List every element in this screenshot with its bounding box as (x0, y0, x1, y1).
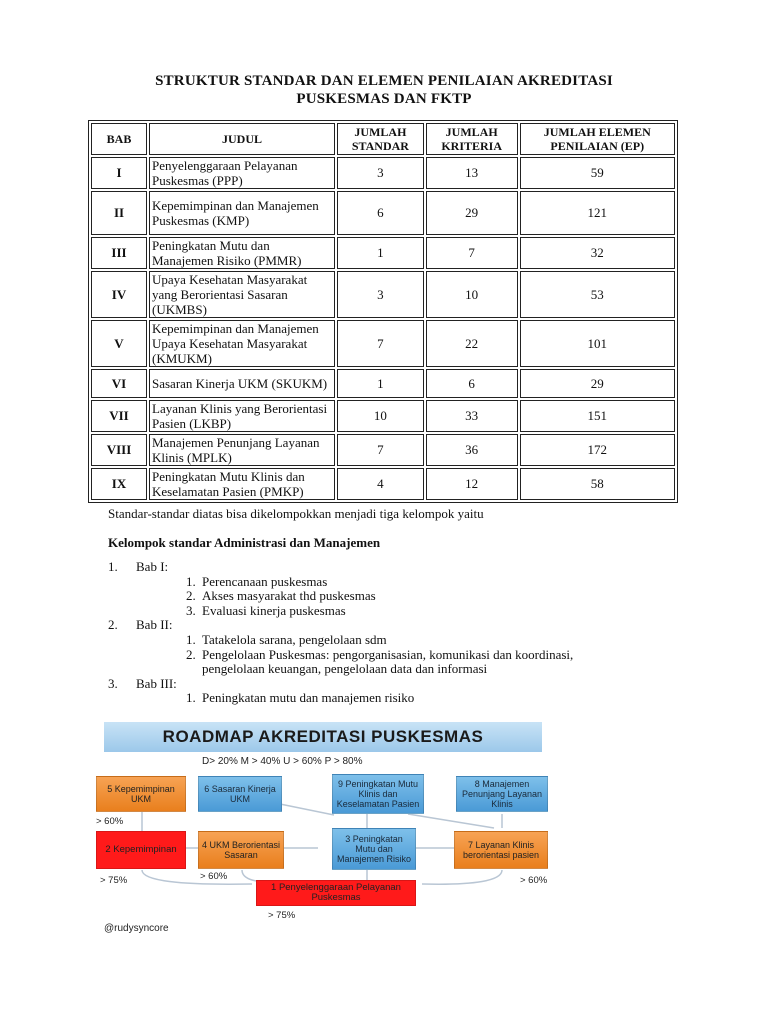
cell-standar: 7 (337, 320, 424, 367)
threshold-label: > 75% (268, 910, 296, 921)
cell-standar: 6 (337, 191, 424, 235)
cell-kriteria: 22 (426, 320, 518, 367)
cell-bab: IX (91, 468, 147, 500)
cell-ep: 151 (520, 400, 675, 432)
sub-list-item: 2. Akses masyarakat thd puskesmas (186, 588, 376, 604)
cell-kriteria: 29 (426, 191, 518, 235)
intro-text: Standar-standar diatas bisa dikelompokkan menjadi tiga kelompok yaitu (108, 506, 484, 521)
cell-judul: Manajemen Penunjang Layanan Klinis (MPLK) (149, 434, 335, 466)
roadmap-banner: ROADMAP AKREDITASI PUSKESMAS (104, 722, 542, 752)
cell-ep: 58 (520, 468, 675, 500)
cell-standar: 3 (337, 271, 424, 318)
cell-judul: Peningkatan Mutu dan Manajemen Risiko (PMMR) (149, 237, 335, 269)
header-standar: JUMLAH STANDAR (337, 123, 424, 155)
cell-standar: 1 (337, 369, 424, 398)
cell-bab: I (91, 157, 147, 189)
author-credit: @rudysyncore (104, 923, 169, 934)
roadmap-box-2: 2 Kepemimpinan (96, 831, 186, 869)
table-header-row (91, 123, 675, 155)
cell-ep: 59 (520, 157, 675, 189)
table-row (91, 191, 675, 235)
cell-judul: Upaya Kesehatan Masyarakat yang Berorientasi Sasaran (UKMBS) (149, 271, 335, 318)
cell-bab: VII (91, 400, 147, 432)
roadmap-box-1: 1 Penyelenggaraan Pelayanan Puskesmas (256, 880, 416, 906)
cell-bab: V (91, 320, 147, 367)
cell-bab: IV (91, 271, 147, 318)
roadmap-box-7: 7 Layanan Klinis berorientasi pasien (454, 831, 548, 869)
table-row (91, 369, 675, 398)
table-row (91, 320, 675, 367)
list-item (108, 677, 628, 706)
document-title (0, 72, 768, 108)
list-item-label: Bab III: (136, 675, 177, 691)
cell-judul: Kepemimpinan dan Manajemen Puskesmas (KMP) (149, 191, 335, 235)
header-ep: JUMLAH ELEMEN PENILAIAN (EP) (520, 123, 675, 155)
table-row (91, 468, 675, 500)
cell-bab: VI (91, 369, 147, 398)
cell-judul: Layanan Klinis yang Berorientasi Pasien (LKBP) (149, 400, 335, 432)
cell-judul: Peningkatan Mutu Klinis dan Keselamatan Pasien (PMKP) (149, 468, 335, 500)
title-line-1: STRUKTUR STANDAR DAN ELEMEN PENILAIAN AKREDITASI (155, 73, 613, 89)
table-row (91, 237, 675, 269)
sub-list-item: 1. Tatakelola sarana, pengelolaan sdm (186, 631, 387, 647)
cell-ep: 121 (520, 191, 675, 235)
roadmap-box-3: 3 Peningkatan Mutu dan Manajemen Risiko (332, 828, 416, 870)
cell-judul: Kepemimpinan dan Manajemen Upaya Kesehatan Masyarakat (KMUKM) (149, 320, 335, 367)
roadmap-box-5: 5 Kepemimpinan UKM (96, 776, 186, 812)
cell-kriteria: 10 (426, 271, 518, 318)
standards-table (88, 120, 678, 503)
cell-standar: 3 (337, 157, 424, 189)
threshold-label: > 60% (520, 875, 548, 886)
header-bab: BAB (91, 123, 147, 155)
sub-list-item: 1. Perencanaan puskesmas (186, 573, 328, 589)
cell-ep: 32 (520, 237, 675, 269)
roadmap-criteria: D> 20% M > 40% U > 60% P > 80% (202, 756, 363, 767)
cell-kriteria: 33 (426, 400, 518, 432)
list-marker: 1. (108, 559, 118, 574)
header-judul: JUDUL (149, 123, 335, 155)
list-marker: 3. (108, 675, 118, 691)
cell-standar: 10 (337, 400, 424, 432)
roadmap-box-9: 9 Peningkatan Mutu Klinis dan Keselamatan Pasien (332, 774, 424, 814)
roadmap-box-6: 6 Sasaran Kinerja UKM (198, 776, 282, 812)
list-item-label: Bab I: (136, 559, 169, 574)
cell-standar: 1 (337, 237, 424, 269)
table-row (91, 157, 675, 189)
cell-kriteria: 12 (426, 468, 518, 500)
roadmap-diagram (92, 718, 572, 938)
cell-bab: VIII (91, 434, 147, 466)
cell-kriteria: 13 (426, 157, 518, 189)
group-heading: Kelompok standar Administrasi dan Manajemen (108, 535, 381, 550)
sub-list (136, 575, 628, 619)
list-item (108, 560, 628, 618)
cell-ep: 29 (520, 369, 675, 398)
chapter-list (108, 560, 628, 706)
cell-bab: II (91, 191, 147, 235)
cell-judul: Sasaran Kinerja UKM (SKUKM) (149, 369, 335, 398)
cell-kriteria: 7 (426, 237, 518, 269)
table-row (91, 400, 675, 432)
cell-standar: 4 (337, 468, 424, 500)
roadmap-box-4: 4 UKM Berorientasi Sasaran (198, 831, 284, 869)
cell-ep: 101 (520, 320, 675, 367)
cell-ep: 172 (520, 434, 675, 466)
list-marker: 2. (108, 617, 118, 633)
sub-list (136, 691, 628, 706)
sub-list-item: 2. Pengelolaan Puskesmas: pengorganisasian, komunikasi dan koordinasi, pengelolaan keuangan, pengelolaan data dan informasi (186, 646, 574, 677)
cell-bab: III (91, 237, 147, 269)
title-line-2: PUSKESMAS DAN FKTP (296, 91, 472, 107)
threshold-label: > 60% (96, 816, 124, 827)
list-item (108, 618, 628, 676)
threshold-label: > 75% (100, 875, 128, 886)
cell-standar: 7 (337, 434, 424, 466)
cell-kriteria: 36 (426, 434, 518, 466)
sub-list (136, 633, 628, 677)
sub-list-item: 1. Peningkatan mutu dan manajemen risiko (186, 690, 415, 706)
header-kriteria: JUMLAH KRITERIA (426, 123, 518, 155)
table-row (91, 434, 675, 466)
threshold-label: > 60% (200, 871, 228, 882)
roadmap-box-8: 8 Manajemen Penunjang Layanan Klinis (456, 776, 548, 812)
cell-judul: Penyelenggaraan Pelayanan Puskesmas (PPP) (149, 157, 335, 189)
sub-list-item: 3. Evaluasi kinerja puskesmas (186, 602, 346, 618)
cell-kriteria: 6 (426, 369, 518, 398)
cell-ep: 53 (520, 271, 675, 318)
list-item-label: Bab II: (136, 617, 173, 633)
table-row (91, 271, 675, 318)
